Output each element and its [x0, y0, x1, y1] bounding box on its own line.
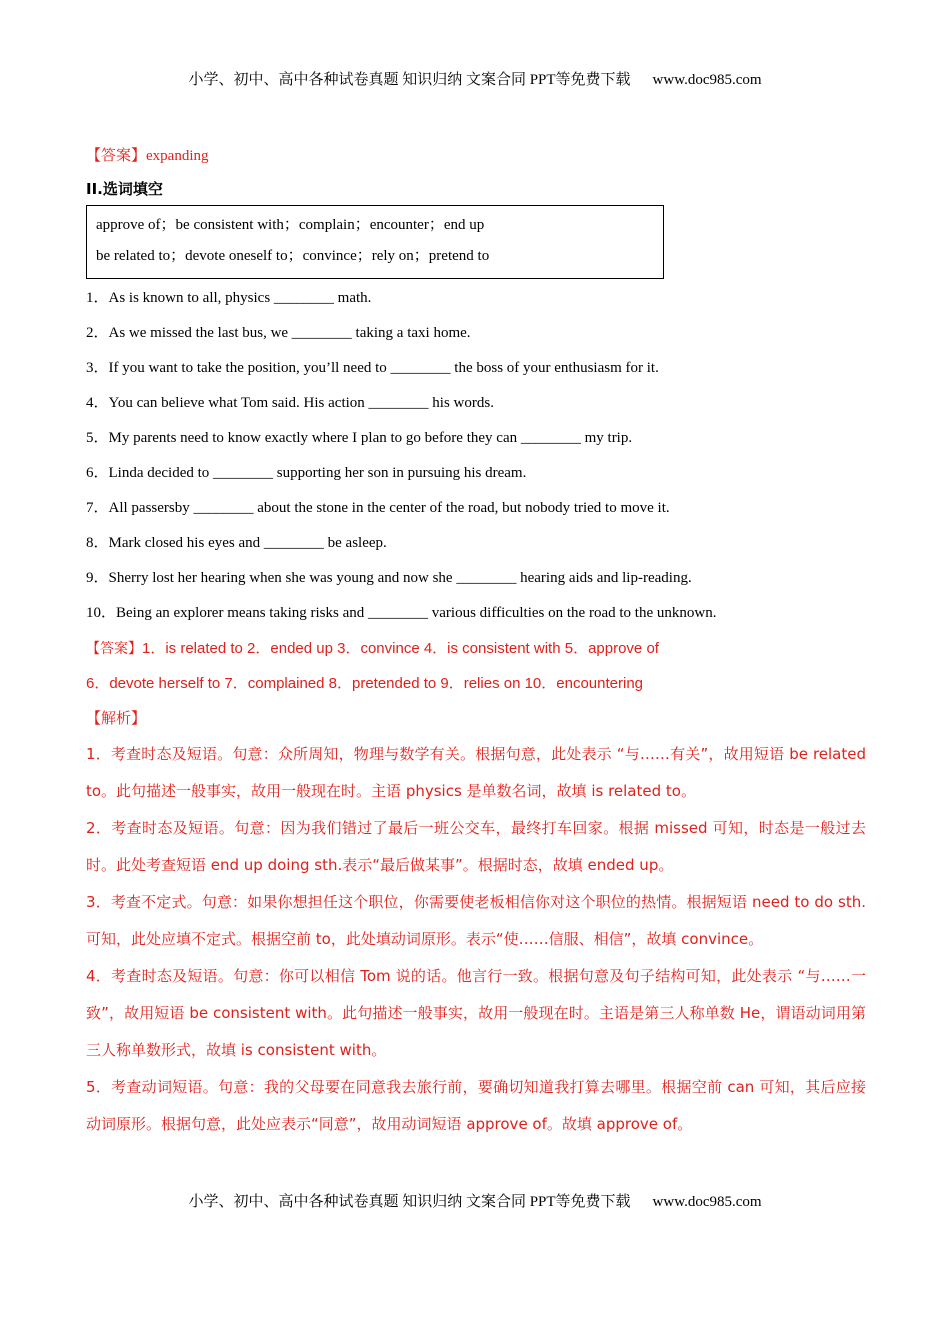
document-body	[86, 143, 866, 1143]
question-item: 10．Being an explorer means taking risks and ________ various difficulties on the road to the unknown.	[86, 605, 717, 621]
explanation-1: 1．考查时态及短语。句意：众所周知，物理与数学有关。根据句意，此处表示 “与……有关”，故用短语 be related to。此句描述一般事实，故用一般现在时。主语 physics 是单数名词，故填 is related to。	[86, 745, 866, 800]
explanation-4: 4．考查时态及短语。句意：你可以相信 Tom 说的话。他言行一致。根据句意及句子结构可知，此处表示 “与……一致”，故用短语 be consistent with。此句描述一般事实，故用一般现在时。主语是第三人称单数 He，谓语动词用第三人称单数形式，故填 is consistent with。	[86, 967, 866, 1059]
question-item: 6．Linda decided to ________ supporting her son in pursuing his dream.	[86, 465, 527, 481]
question-item: 1．As is known to all, physics ________ math.	[86, 290, 372, 306]
question-item: 9．Sherry lost her hearing when she was young and now she ________ hearing aids and lip-reading.	[86, 570, 692, 586]
answer-label: 【答案】	[86, 641, 142, 657]
explanation-3: 3．考查不定式。句意：如果你想担任这个职位，你需要使老板相信你对这个职位的热情。根据短语 need to do sth.可知，此处应填不定式。根据空前 to，此处填动词原形。表示“使……信服、相信”，故填 convince。	[86, 893, 866, 948]
footer-text: 小学、初中、高中各种试卷真题 知识归纳 文案合同 PPT等免费下载	[188, 1194, 631, 1210]
question-item: 8．Mark closed his eyes and ________ be asleep.	[86, 535, 387, 551]
analysis-title: 【解析】	[86, 709, 147, 727]
question-item: 4．You can believe what Tom said. His action ________ his words.	[86, 395, 494, 411]
footer-url: www.doc985.com	[652, 1194, 762, 1210]
answer-line-2: 6．devote herself to 7．complained 8．pretended to 9．relies on 10．encountering	[86, 675, 644, 692]
answer-line-1	[86, 631, 866, 666]
header-url: www.doc985.com	[652, 72, 762, 88]
question-item: 2．As we missed the last bus, we ________ taking a taxi home.	[86, 325, 471, 341]
question-item: 5．My parents need to know exactly where I plan to go before they can ________ my trip.	[86, 430, 633, 446]
question-item: 3．If you want to take the position, you’ll need to ________ the boss of your enthusiasm for it.	[86, 360, 659, 376]
word-bank-line-2: be related to；devote oneself to；convince；rely on；pretend to	[96, 248, 490, 264]
page-header	[0, 68, 950, 89]
previous-answer: 【答案】expanding	[86, 148, 209, 164]
question-list	[86, 281, 866, 631]
word-bank-line-1: approve of；be consistent with；complain；encounter；end up	[96, 217, 485, 233]
explanation-5: 5．考查动词短语。句意：我的父母要在同意我去旅行前，要确切知道我打算去哪里。根据空前 can 可知，其后应接动词原形。根据句意，此处应表示“同意”，故用动词短语 approve of。故填 approve of。	[86, 1078, 866, 1133]
question-item: 7．All passersby ________ about the stone in the center of the road, but nobody tried to move it.	[86, 500, 670, 516]
page-footer	[0, 1190, 950, 1211]
header-text: 小学、初中、高中各种试卷真题 知识归纳 文案合同 PPT等免费下载	[188, 72, 631, 88]
explanation-2: 2．考查时态及短语。句意：因为我们错过了最后一班公交车，最终打车回家。根据 missed 可知，时态是一般过去时。此处考查短语 end up doing sth.表示“最后做某事”。根据时态，故填 ended up。	[86, 819, 866, 874]
answer-values-1: 1．is related to 2．ended up 3．convince 4．is consistent with 5．approve of	[142, 640, 659, 657]
section-title: II.选词填空	[86, 180, 163, 198]
word-bank-box	[86, 205, 664, 279]
